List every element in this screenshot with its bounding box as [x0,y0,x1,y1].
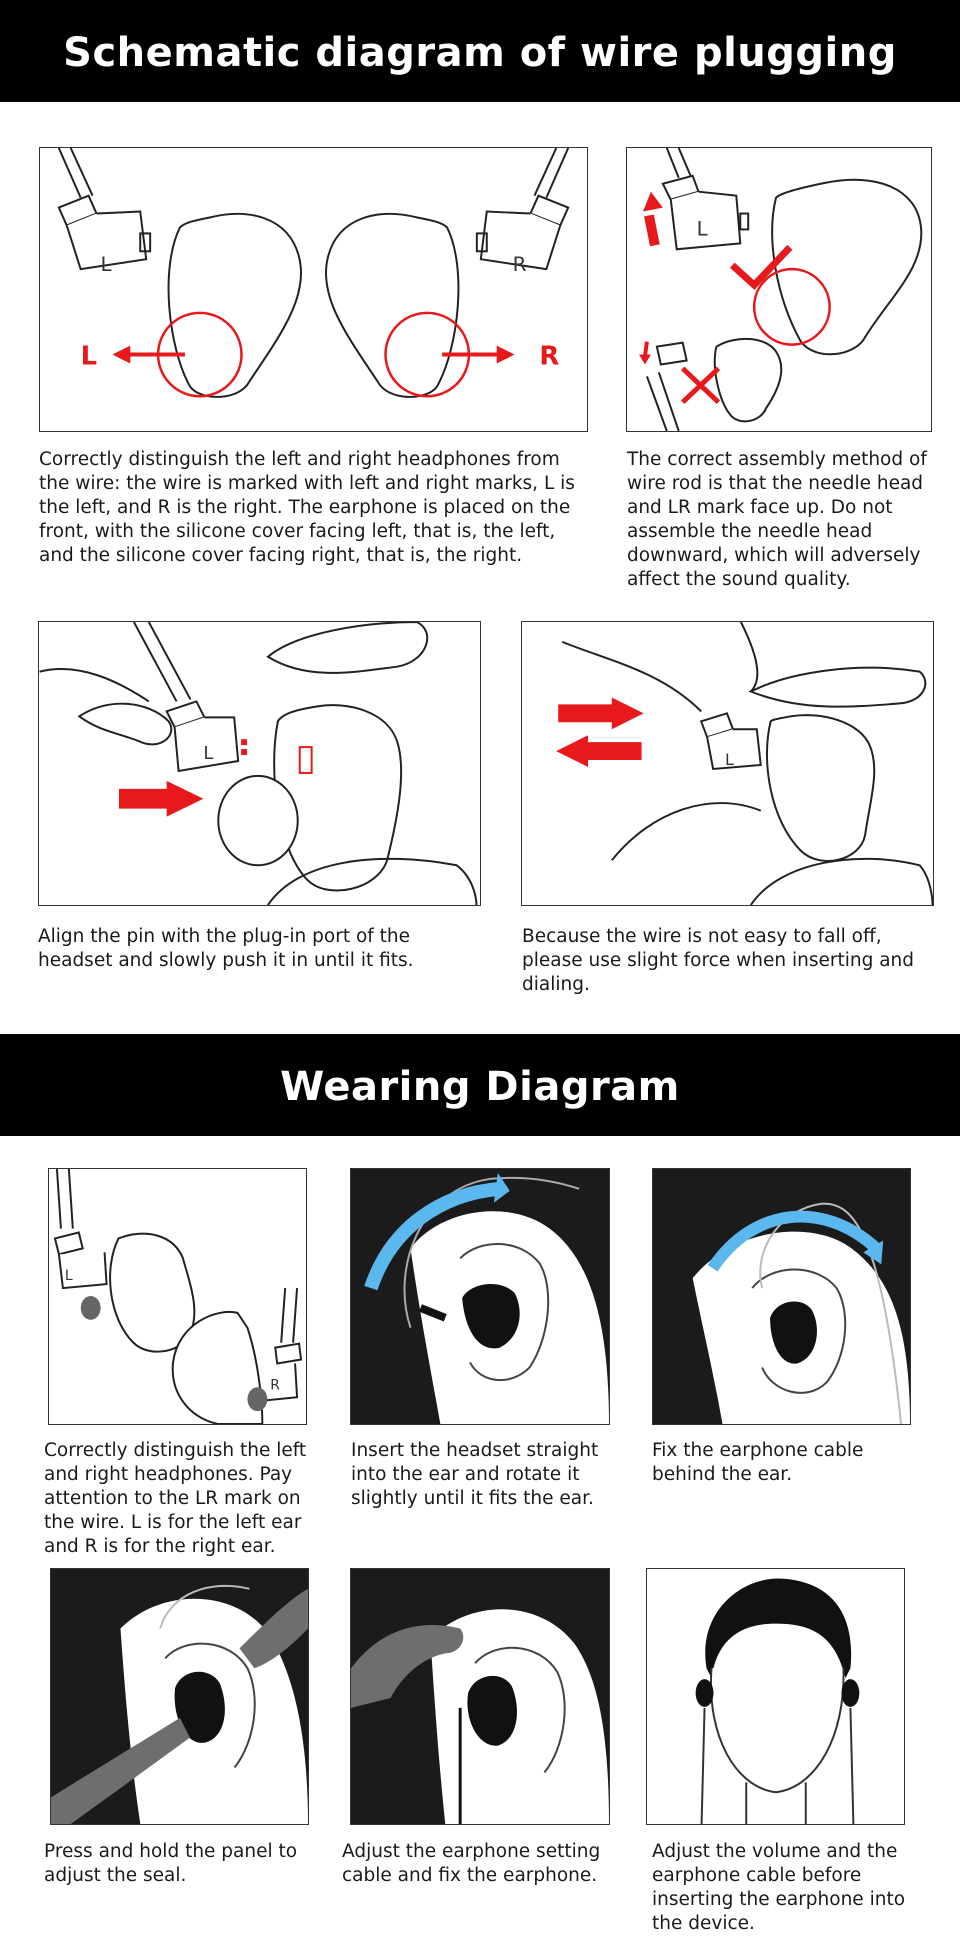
caption-wear-step-1: Correctly distinguish the left and right headphones. Pay attention to the LR mark on the wire. L is for the left ear and R is for the right ear. [44,1440,307,1557]
diagram-correct-assembly [626,147,932,432]
label-r: R [539,341,560,372]
diagram-align-pin [38,621,481,906]
wire-mark-l: L [725,749,734,769]
caption-align-pin: Align the pin with the plug-in port of the headset and slowly push it in until it fits. [38,926,414,971]
wear-step-5-adjust-cable [350,1568,610,1825]
wire-mark-r: R [270,1377,280,1394]
caption-insert-force: Because the wire is not easy to fall off, please use slight force when inserting and dialing. [522,926,914,995]
diagram-left-right-earphones [39,147,588,432]
diagram-insert-force [521,621,934,906]
caption-correct-assembly: The correct assembly method of wire rod is that the needle head and LR mark face up. Do not assemble the needle head downward, which will adversely affect the sound quality. [627,449,927,590]
section-title-wire-plugging: Schematic diagram of wire plugging [0,0,960,102]
wear-step-4-press-seal [50,1568,309,1825]
wear-step-1-distinguish [48,1168,307,1425]
caption-wear-step-5: Adjust the earphone setting cable and fix the earphone. [342,1841,601,1886]
caption-wear-step-4: Press and hold the panel to adjust the seal. [44,1841,298,1886]
label-l: L [80,341,98,372]
caption-wear-step-2: Insert the headset straight into the ear and rotate it slightly until it fits the ear. [351,1440,599,1509]
wear-step-6-adjust-volume [646,1568,905,1825]
caption-left-right-earphones: Correctly distinguish the left and right headphones from the wire: the wire is marked with left and right marks, L is the left, and R is the right. The earphone is placed on the front, with the silicone cover facing left, that is, the left, and the silicone cover facing right, that is, the right. [39,449,575,566]
wire-mark-l: L [203,743,214,765]
wire-mark-r: R [512,253,527,277]
wire-mark-l: L [64,1268,73,1285]
caption-wear-step-6: Adjust the volume and the earphone cable before inserting the earphone into the device. [652,1841,906,1934]
caption-wear-step-3: Fix the earphone cable behind the ear. [652,1440,864,1485]
section-title-wearing: Wearing Diagram [0,1034,960,1136]
wire-mark-l: L [100,253,112,277]
wear-step-3-fix-cable [652,1168,911,1425]
wear-step-2-insert [350,1168,610,1425]
wire-mark-l: L [696,217,708,241]
